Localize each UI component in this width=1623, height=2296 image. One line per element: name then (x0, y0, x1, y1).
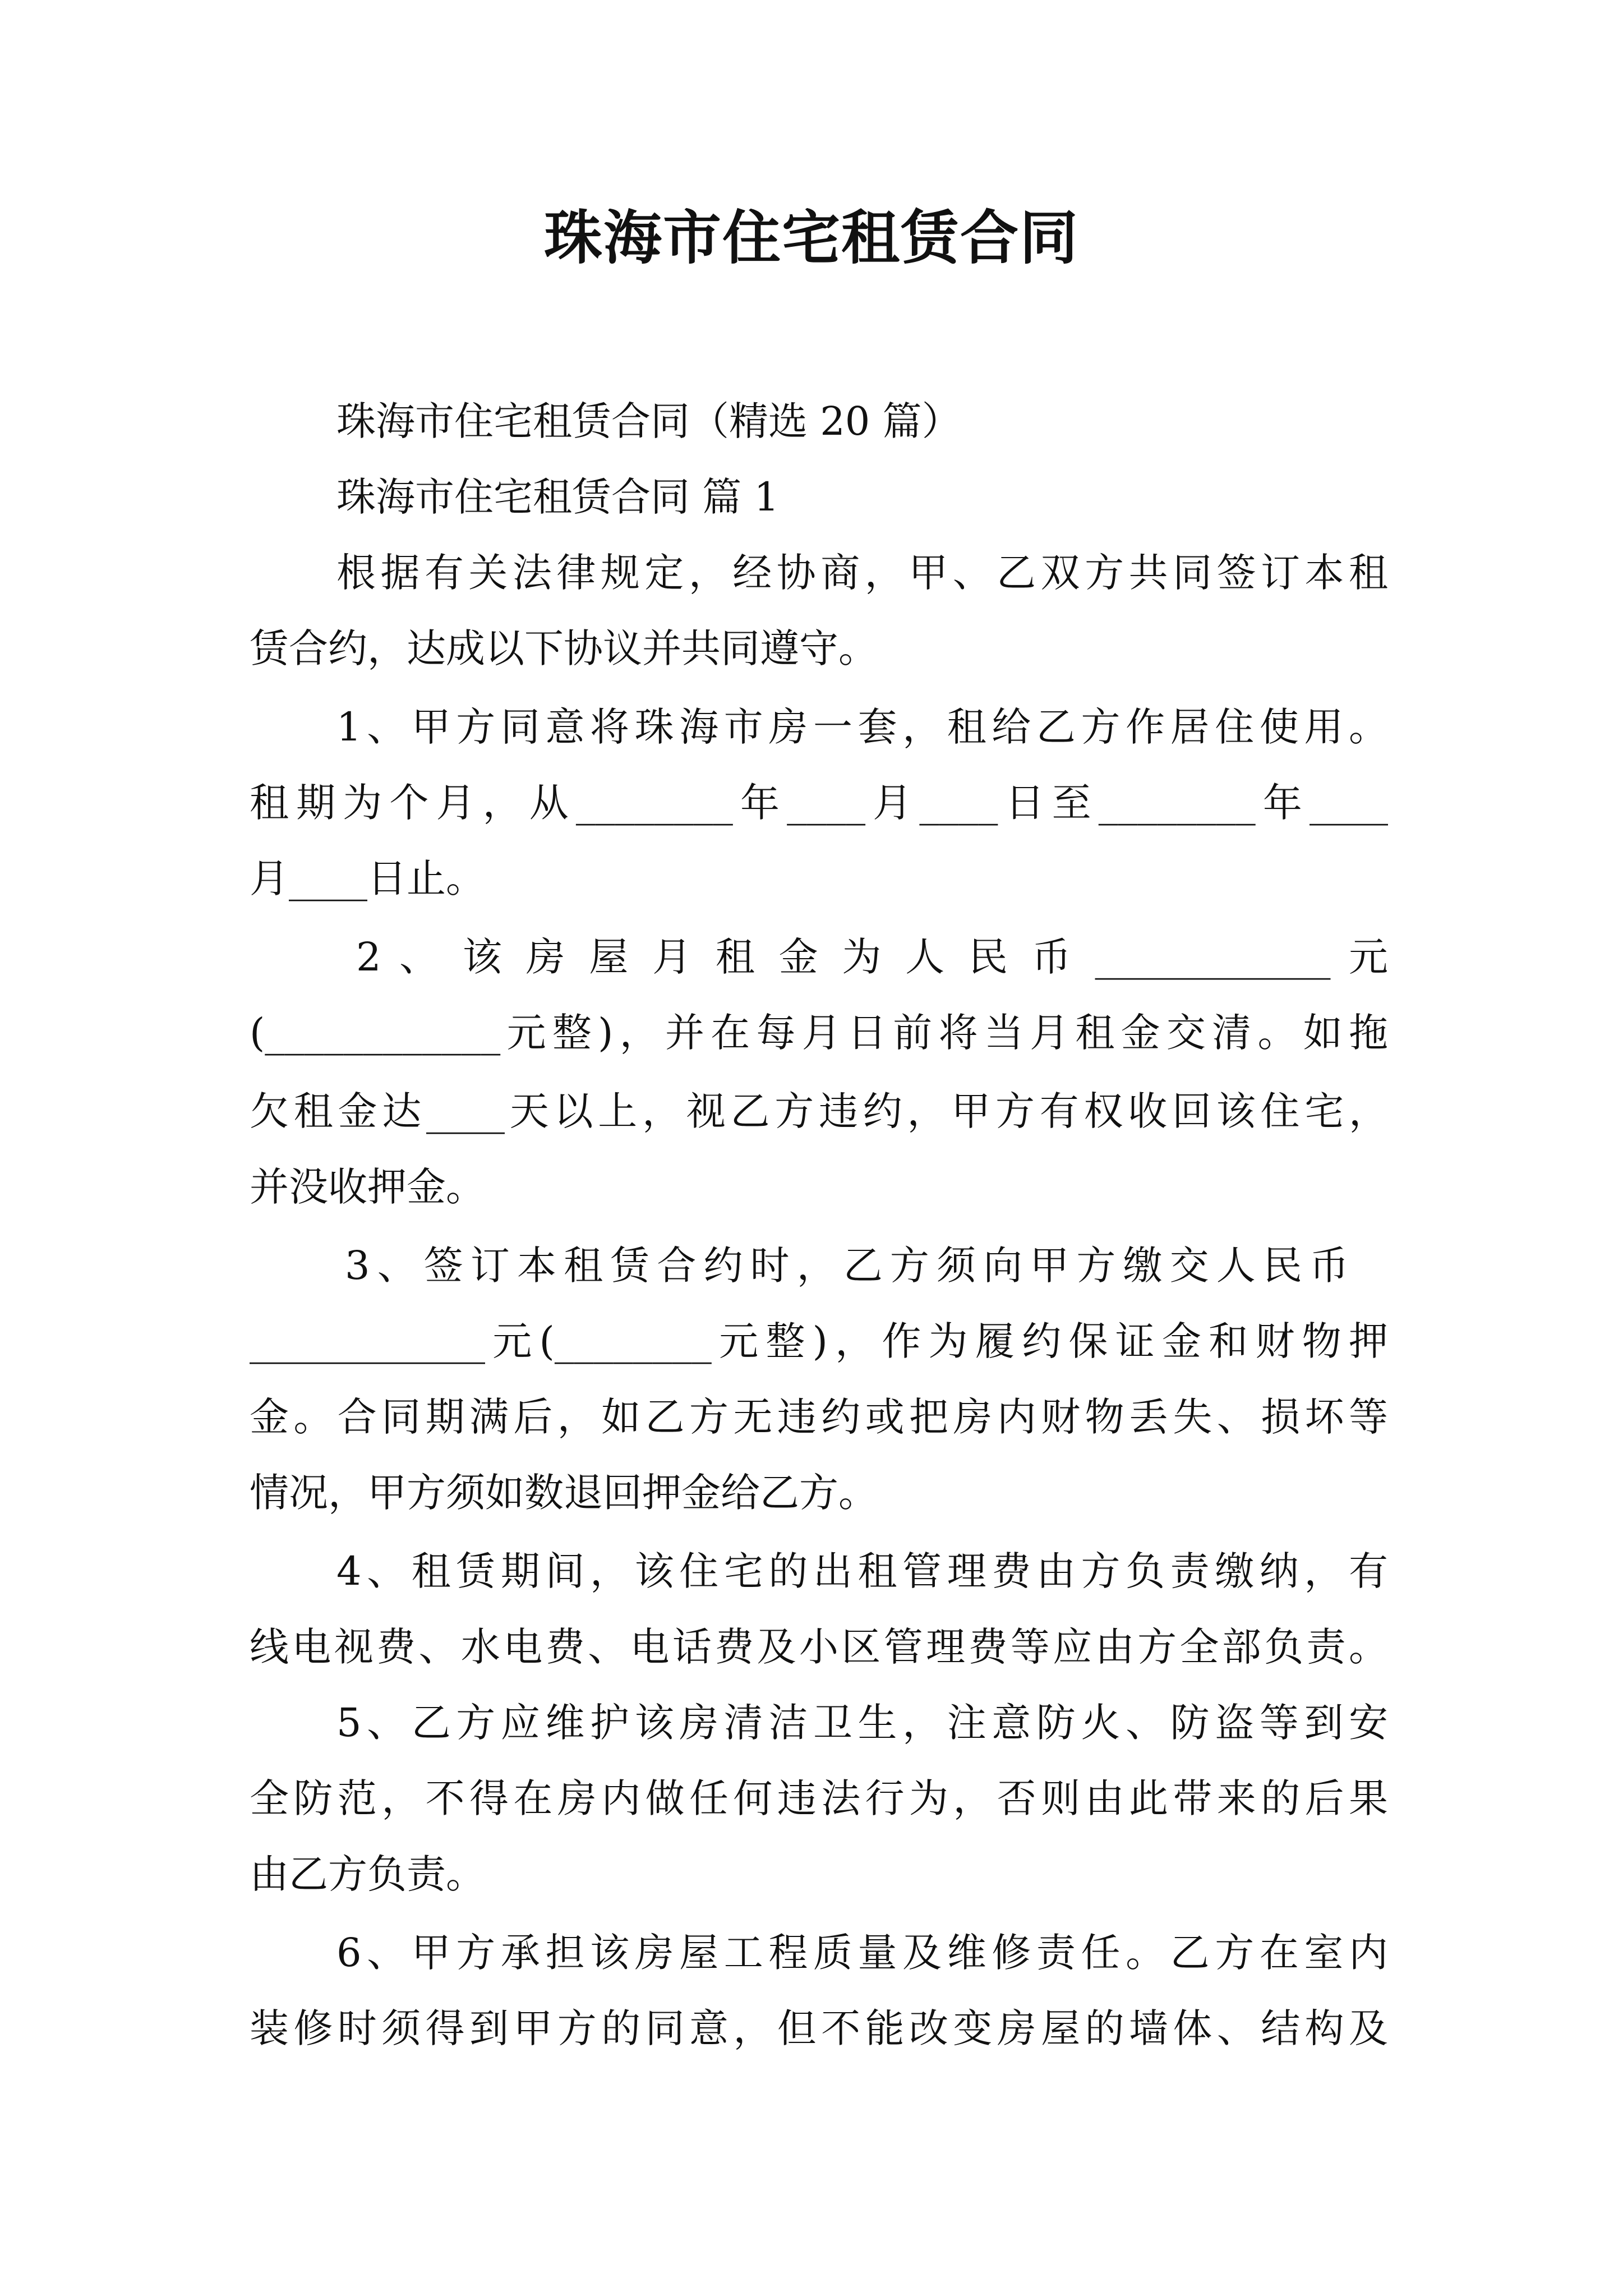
document-title: 珠海市住宅租赁合同 (543, 203, 1079, 272)
paragraph-line: 5、乙方应维护该房清洁卫生，注意防火、防盗等到安 (336, 1700, 1388, 1746)
paragraph-line: 装修时须得到甲方的同意，但不能改变房屋的墙体、结构及 (250, 2005, 1388, 2051)
paragraph-line: 赁合约，达成以下协议并共同遵守。 (250, 625, 878, 671)
paragraph-line: 线电视费、水电费、电话费及小区管理费等应由方全部负责。 (250, 1624, 1388, 1670)
paragraph-line: 2 、 该 房 屋 月 租 金 为 人 民 币 ____________ 元 (356, 934, 1388, 980)
section-heading: 珠海市住宅租赁合同 篇 1 (336, 474, 780, 520)
paragraph-line: 并没收押金。 (250, 1164, 485, 1210)
paragraph-line: 根据有关法律规定，经协商，甲、乙双方共同签订本租 (336, 550, 1388, 596)
paragraph-line: 6、甲方承担该房屋工程质量及维修责任。乙方在室内 (336, 1930, 1388, 1976)
paragraph-line: 全防范，不得在房内做任何违法行为，否则由此带来的后果 (250, 1775, 1388, 1821)
paragraph-line: 3、签订本租赁合约时，乙方须向甲方缴交人民币 (345, 1243, 1349, 1289)
paragraph-line: ____________元(________元整)，作为履约保证金和财物押 (250, 1318, 1388, 1364)
paragraph-line: 欠租金达____天以上，视乙方违约，甲方有权收回该住宅， (250, 1088, 1388, 1134)
paragraph-line: 租期为个月，从________年____月____日至________年____ (250, 780, 1388, 826)
paragraph-line: 情况，甲方须如数退回押金给乙方。 (250, 1470, 878, 1516)
paragraph-line: 金。合同期满后，如乙方无违约或把房内财物丢失、损坏等 (250, 1394, 1388, 1440)
paragraph-line: 由乙方负责。 (250, 1851, 485, 1897)
paragraph-line: 月____日止。 (250, 855, 485, 901)
paragraph-line: (____________元整)，并在每月日前将当月租金交清。如拖 (250, 1010, 1388, 1056)
paragraph-line: 4、租赁期间，该住宅的出租管理费由方负责缴纳，有 (336, 1548, 1388, 1594)
paragraph-line: 1、甲方同意将珠海市房一套，租给乙方作居住使用。 (336, 704, 1388, 750)
subtitle-line: 珠海市住宅租赁合同（精选 20 篇） (336, 398, 961, 444)
